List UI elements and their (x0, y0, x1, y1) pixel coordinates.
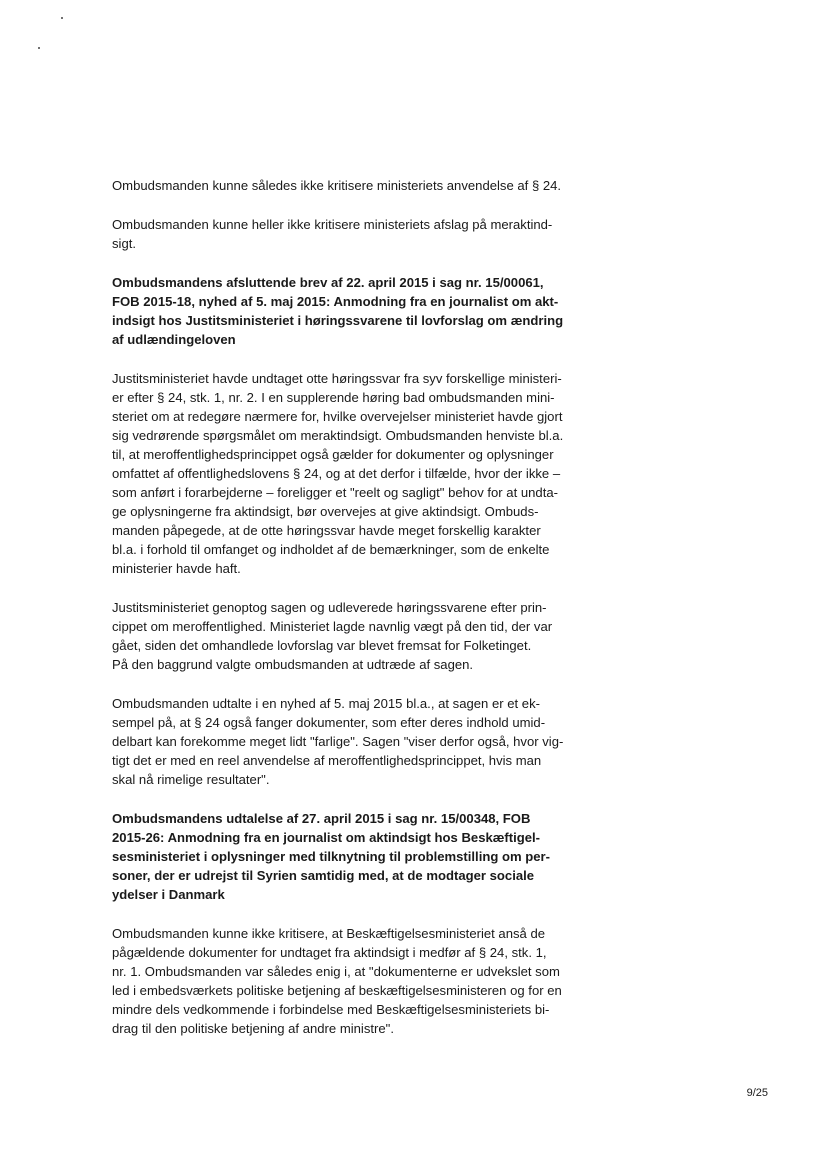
text-line: mindre dels vedkommende i forbindelse med Beskæftigelsesministeriets bi- (112, 1002, 550, 1017)
text-line: led i embedsværkets politiske betjening af beskæftigelsesministeren og for en (112, 983, 562, 998)
text-line: pågældende dokumenter for undtaget fra aktindsigt i medfør af § 24, stk. 1, (112, 945, 547, 960)
text-line: FOB 2015-18, nyhed af 5. maj 2015: Anmodning fra en journalist om akt- (112, 294, 559, 309)
text-line: Justitsministeriet genoptog sagen og udleverede høringssvarene efter prin- (112, 600, 547, 615)
text-line: tigt det er med en reel anvendelse af meroffentlighedsprincippet, hvis man (112, 753, 542, 768)
section-heading (112, 809, 574, 904)
text-line: Ombudsmanden kunne heller ikke kritisere ministeriets afslag på meraktind- (112, 217, 553, 232)
text-line: ministerier havde haft. (112, 561, 241, 576)
section-heading (112, 273, 574, 349)
text-line: skal nå rimelige resultater". (112, 772, 270, 787)
text-line: cippet om meroffentlighed. Ministeriet lagde navnlig vægt på den tid, der var (112, 619, 553, 634)
text-line: sig vedrørende spørgsmålet om meraktindsigt. Ombudsmanden henviste bl.a. (112, 428, 564, 443)
text-line: ydelser i Danmark (112, 887, 225, 902)
body-paragraph (112, 176, 574, 195)
scan-speck (38, 47, 40, 49)
text-line: sigt. (112, 236, 137, 251)
text-line: omfattet af offentlighedslovens § 24, og at det derfor i tilfælde, hvor der ikke – (112, 466, 561, 481)
body-paragraph (112, 924, 574, 1038)
text-line: Ombudsmandens afsluttende brev af 22. april 2015 i sag nr. 15/00061, (112, 275, 544, 290)
text-line: drag til den politiske betjening af andre ministre". (112, 1021, 394, 1036)
text-line: delbart kan forekomme meget lidt "farlige". Sagen "viser derfor også, hvor vig- (112, 734, 564, 749)
text-line: Ombudsmanden kunne således ikke kritisere ministeriets anvendelse af § 24. (112, 178, 562, 193)
text-line: som anført i forarbejderne – foreligger et "reelt og sagligt" behov for at undta- (112, 485, 558, 500)
scan-speck (61, 17, 63, 19)
text-line: Justitsministeriet havde undtaget otte høringssvar fra syv forskellige ministeri- (112, 371, 562, 386)
text-line: steriet om at redegøre nærmere for, hvilke overvejelser ministeriet havde gjort (112, 409, 563, 424)
document-body (112, 176, 574, 1058)
text-line: sesministeriet i oplysninger med tilknytning til problemstilling om per- (112, 849, 550, 864)
text-line: manden påpegede, at de otte høringssvar havde meget forskellig karakter (112, 523, 541, 538)
text-line: sempel på, at § 24 også fanger dokumenter, som efter deres indhold umid- (112, 715, 546, 730)
body-paragraph (112, 215, 574, 253)
text-line: På den baggrund valgte ombudsmanden at udtræde af sagen. (112, 657, 474, 672)
text-line: bl.a. i forhold til omfanget og indholdet af de bemærkninger, som de enkelte (112, 542, 550, 557)
body-paragraph (112, 369, 574, 578)
text-line: 2015-26: Anmodning fra en journalist om aktindsigt hos Beskæftigel- (112, 830, 541, 845)
text-line: Ombudsmanden kunne ikke kritisere, at Beskæftigelsesministeriet anså de (112, 926, 546, 941)
page-number: 9/25 (746, 1087, 768, 1099)
text-line: Ombudsmanden udtalte i en nyhed af 5. maj 2015 bl.a., at sagen er et ek- (112, 696, 540, 711)
text-line: soner, der er udrejst til Syrien samtidig med, at de modtager sociale (112, 868, 535, 883)
text-line: til, at meroffentlighedsprincippet også gælder for dokumenter og oplysninger (112, 447, 554, 462)
body-paragraph (112, 598, 574, 674)
text-line: gået, siden det omhandlede lovforslag var blevet fremsat for Folketinget. (112, 638, 532, 653)
text-line: Ombudsmandens udtalelse af 27. april 2015 i sag nr. 15/00348, FOB (112, 811, 531, 826)
text-line: ge oplysningerne fra aktindsigt, bør overvejes at give aktindsigt. Ombuds- (112, 504, 539, 519)
body-paragraph (112, 694, 574, 789)
text-line: er efter § 24, stk. 1, nr. 2. I en supplerende høring bad ombudsmanden mini- (112, 390, 555, 405)
text-line: af udlændingeloven (112, 332, 236, 347)
text-line: nr. 1. Ombudsmanden var således enig i, at "dokumenterne er udvekslet som (112, 964, 560, 979)
text-line: indsigt hos Justitsministeriet i høringssvarene til lovforslag om ændring (112, 313, 564, 328)
